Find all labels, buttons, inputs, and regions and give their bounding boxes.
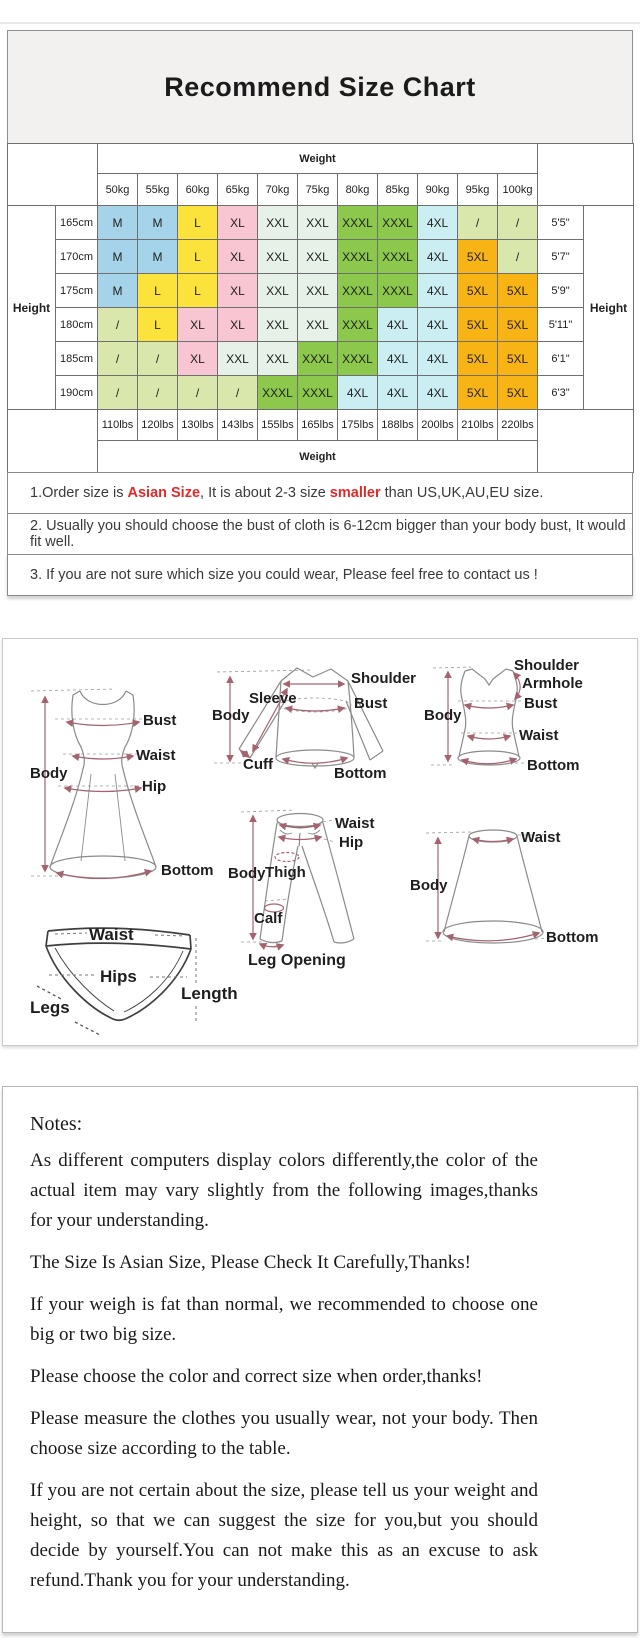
size-cell: XXXL bbox=[338, 274, 378, 308]
corner-cell bbox=[538, 410, 634, 473]
vest-body-label: Body bbox=[424, 707, 462, 724]
kg-cell: 100kg bbox=[498, 174, 538, 206]
bottom-margin bbox=[0, 1633, 640, 1643]
note-text: 3. If you are not sure which size you could wear, Please feel free to contact us ! bbox=[30, 567, 538, 583]
height-ft: 5'9" bbox=[538, 274, 584, 308]
pants-leg-opening-label: Leg Opening bbox=[248, 952, 346, 969]
corner-cell bbox=[8, 410, 98, 473]
size-cell: XXL bbox=[298, 240, 338, 274]
size-cell: L bbox=[178, 274, 218, 308]
pants-calf-label: Calf bbox=[254, 910, 283, 927]
notes-heading: Notes: bbox=[30, 1113, 83, 1135]
height-ft: 5'5" bbox=[538, 206, 584, 240]
size-cell: XXXL bbox=[338, 240, 378, 274]
height-ft: 5'7" bbox=[538, 240, 584, 274]
size-cell: XXL bbox=[258, 240, 298, 274]
kg-cell: 70kg bbox=[258, 174, 298, 206]
height-cm: 165cm bbox=[56, 206, 98, 240]
note-text: 1.Order size is bbox=[30, 485, 128, 501]
page-title: Recommend Size Chart bbox=[164, 71, 476, 102]
lbs-cell: 210lbs bbox=[458, 410, 498, 441]
skirt-body-label: Body bbox=[410, 877, 448, 894]
size-cell: L bbox=[138, 308, 178, 342]
size-cell: XL bbox=[218, 206, 258, 240]
kg-cell: 50kg bbox=[98, 174, 138, 206]
size-cell: 4XL bbox=[418, 274, 458, 308]
top-body-label: Body bbox=[212, 707, 250, 724]
vest-bust-label: Bust bbox=[524, 695, 558, 712]
size-cell: 5XL bbox=[458, 240, 498, 274]
size-cell: M bbox=[98, 274, 138, 308]
size-cell: 5XL bbox=[498, 376, 538, 410]
dress-hip-label: Hip bbox=[142, 778, 167, 795]
size-cell: XXXL bbox=[378, 206, 418, 240]
size-cell: XXXL bbox=[378, 240, 418, 274]
size-cell: XL bbox=[218, 240, 258, 274]
size-cell: XXL bbox=[298, 274, 338, 308]
height-label-right: Height bbox=[584, 206, 634, 410]
size-cell: / bbox=[98, 376, 138, 410]
table-row bbox=[8, 342, 634, 376]
lbs-cell: 188lbs bbox=[378, 410, 418, 441]
note-text: than US,UK,AU,EU size. bbox=[380, 485, 544, 501]
kg-cell: 80kg bbox=[338, 174, 378, 206]
height-ft: 6'3" bbox=[538, 376, 584, 410]
vest-waist-label: Waist bbox=[519, 727, 559, 744]
size-cell: 4XL bbox=[378, 376, 418, 410]
size-cell: XXXL bbox=[378, 274, 418, 308]
dress-arrows bbox=[45, 697, 151, 879]
order-note-2 bbox=[7, 513, 633, 555]
vest-shoulder-label: Shoulder bbox=[514, 657, 580, 674]
top-cuff-label: Cuff bbox=[243, 756, 273, 773]
order-note-3 bbox=[7, 554, 633, 596]
vest-bottom-label: Bottom bbox=[527, 757, 580, 774]
size-cell: L bbox=[178, 240, 218, 274]
top-bust-label: Bust bbox=[354, 695, 388, 712]
dress-bust-label: Bust bbox=[143, 712, 177, 729]
kg-cell: 95kg bbox=[458, 174, 498, 206]
size-cell: XXXL bbox=[338, 206, 378, 240]
kg-cell: 55kg bbox=[138, 174, 178, 206]
notes-paragraph: If your weigh is fat than normal, we recommended to choose one big or two big size. bbox=[30, 1294, 538, 1345]
size-cell: 5XL bbox=[458, 342, 498, 376]
dress-body-label: Body bbox=[30, 765, 68, 782]
size-cell: / bbox=[98, 308, 138, 342]
dress-bottom-label: Bottom bbox=[161, 862, 214, 879]
size-cell: 4XL bbox=[378, 308, 418, 342]
size-cell: XXL bbox=[258, 308, 298, 342]
pants-waist-label: Waist bbox=[335, 815, 375, 832]
size-cell: 5XL bbox=[498, 342, 538, 376]
size-cell: 5XL bbox=[458, 376, 498, 410]
note-text-highlight: smaller bbox=[329, 485, 381, 501]
top-shoulder-label: Shoulder bbox=[351, 670, 417, 687]
lbs-cell: 155lbs bbox=[258, 410, 298, 441]
notes-panel bbox=[2, 1086, 638, 1633]
size-cell: 4XL bbox=[418, 308, 458, 342]
note-text-highlight: Asian Size bbox=[127, 485, 201, 501]
notes-paragraph: The Size Is Asian Size, Please Check It Carefully,Thanks! bbox=[30, 1252, 471, 1273]
height-ft: 6'1" bbox=[538, 342, 584, 376]
size-cell: XXL bbox=[298, 206, 338, 240]
size-cell: 5XL bbox=[498, 308, 538, 342]
size-cell: 4XL bbox=[418, 342, 458, 376]
height-cm: 180cm bbox=[56, 308, 98, 342]
size-cell: / bbox=[98, 342, 138, 376]
size-cell: 4XL bbox=[378, 342, 418, 376]
table-row bbox=[8, 274, 634, 308]
lbs-cell: 130lbs bbox=[178, 410, 218, 441]
pants-body-label: Body bbox=[228, 865, 266, 882]
size-cell: M bbox=[138, 240, 178, 274]
height-cm: 175cm bbox=[56, 274, 98, 308]
size-cell: 4XL bbox=[418, 240, 458, 274]
lbs-cell: 220lbs bbox=[498, 410, 538, 441]
size-cell: 5XL bbox=[458, 308, 498, 342]
dress-waist-label: Waist bbox=[136, 747, 176, 764]
lbs-cell: 165lbs bbox=[298, 410, 338, 441]
size-cell: 4XL bbox=[418, 206, 458, 240]
size-cell: M bbox=[138, 206, 178, 240]
lbs-cell: 175lbs bbox=[338, 410, 378, 441]
table-row bbox=[8, 240, 634, 274]
kg-cell: 75kg bbox=[298, 174, 338, 206]
pants-thigh-label: Thigh bbox=[265, 864, 306, 881]
weight-footer: Weight bbox=[98, 441, 538, 473]
size-cell: XXXL bbox=[298, 376, 338, 410]
height-ft: 5'11" bbox=[538, 308, 584, 342]
size-cell: / bbox=[498, 206, 538, 240]
size-cell: 5XL bbox=[498, 274, 538, 308]
top-sleeve-label: Sleeve bbox=[249, 690, 297, 707]
height-cm: 190cm bbox=[56, 376, 98, 410]
size-cell: M bbox=[98, 206, 138, 240]
size-cell: 4XL bbox=[338, 376, 378, 410]
lbs-cell: 120lbs bbox=[138, 410, 178, 441]
size-cell: XXL bbox=[218, 342, 258, 376]
size-cell: XXXL bbox=[298, 342, 338, 376]
size-cell: / bbox=[138, 376, 178, 410]
table-row bbox=[8, 206, 634, 240]
size-cell: XXL bbox=[258, 206, 298, 240]
size-cell: 4XL bbox=[418, 376, 458, 410]
vest-outline bbox=[458, 669, 520, 765]
size-cell: 5XL bbox=[458, 274, 498, 308]
kg-cell: 65kg bbox=[218, 174, 258, 206]
kg-cell: 90kg bbox=[418, 174, 458, 206]
size-cell: / bbox=[138, 342, 178, 376]
notes-paragraph: As different computers display colors differently,the color of the actual item may vary slightly from the following images,thanks for your understanding. bbox=[30, 1150, 538, 1231]
size-cell: XL bbox=[218, 308, 258, 342]
lbs-cell: 143lbs bbox=[218, 410, 258, 441]
size-cell: / bbox=[218, 376, 258, 410]
lbs-cell: 200lbs bbox=[418, 410, 458, 441]
size-cell: L bbox=[178, 206, 218, 240]
notes-paragraph: If you are not certain about the size, please tell us your weight and height, so that we can suggest the size for you,but you should decide by yourself.You can not make this as an excuse to ask refund.Thank you for your understanding. bbox=[30, 1480, 538, 1591]
order-note-1 bbox=[7, 472, 633, 514]
size-cell: / bbox=[458, 206, 498, 240]
measurement-diagrams bbox=[3, 639, 635, 1043]
size-cell: XL bbox=[178, 308, 218, 342]
height-cm: 185cm bbox=[56, 342, 98, 376]
dress-guides bbox=[31, 689, 153, 876]
skirt-waist-label: Waist bbox=[521, 829, 561, 846]
size-cell: XXL bbox=[258, 342, 298, 376]
briefs-waist-label: Waist bbox=[89, 925, 134, 944]
size-cell: XL bbox=[218, 274, 258, 308]
skirt-bottom-label: Bottom bbox=[546, 929, 599, 946]
height-label-left: Height bbox=[8, 206, 56, 410]
note-text: , It is about 2-3 size bbox=[200, 485, 330, 501]
notes-paragraph: Please choose the color and correct size when order,thanks! bbox=[30, 1366, 483, 1387]
vest-armhole-label: Armhole bbox=[522, 675, 583, 692]
weight-header: Weight bbox=[98, 144, 538, 174]
table-row bbox=[8, 376, 634, 410]
top-divider bbox=[0, 22, 640, 24]
kg-cell: 85kg bbox=[378, 174, 418, 206]
briefs-legs-label: Legs bbox=[30, 998, 70, 1017]
size-cell: XXXL bbox=[258, 376, 298, 410]
height-cm: 170cm bbox=[56, 240, 98, 274]
kg-cell: 60kg bbox=[178, 174, 218, 206]
size-cell: / bbox=[178, 376, 218, 410]
skirt-outline bbox=[443, 830, 543, 943]
size-cell: XL bbox=[178, 342, 218, 376]
briefs-length-label: Length bbox=[181, 984, 238, 1003]
lbs-cell: 110lbs bbox=[98, 410, 138, 441]
pants-hip-label: Hip bbox=[339, 834, 364, 851]
title-box bbox=[7, 30, 633, 144]
size-cell: L bbox=[138, 274, 178, 308]
notes-paragraph: Please measure the clothes you usually wear, not your body. Then choose size according to the table. bbox=[30, 1408, 538, 1459]
size-table bbox=[7, 143, 634, 473]
measurement-diagrams-panel bbox=[2, 638, 638, 1046]
note-text: 2. Usually you should choose the bust of cloth is 6-12cm bigger than your body bust, It would fit well. bbox=[30, 518, 630, 550]
size-cell: XXL bbox=[298, 308, 338, 342]
size-cell: XXL bbox=[258, 274, 298, 308]
corner-cell bbox=[8, 144, 98, 206]
size-cell: M bbox=[98, 240, 138, 274]
size-cell: XXXL bbox=[338, 342, 378, 376]
top-bottom-label: Bottom bbox=[334, 765, 387, 782]
size-cell: XXXL bbox=[338, 308, 378, 342]
weights-lbs-row bbox=[8, 410, 634, 441]
table-row bbox=[8, 308, 634, 342]
size-cell: / bbox=[498, 240, 538, 274]
briefs-hips-label: Hips bbox=[100, 967, 137, 986]
corner-cell bbox=[538, 144, 634, 206]
